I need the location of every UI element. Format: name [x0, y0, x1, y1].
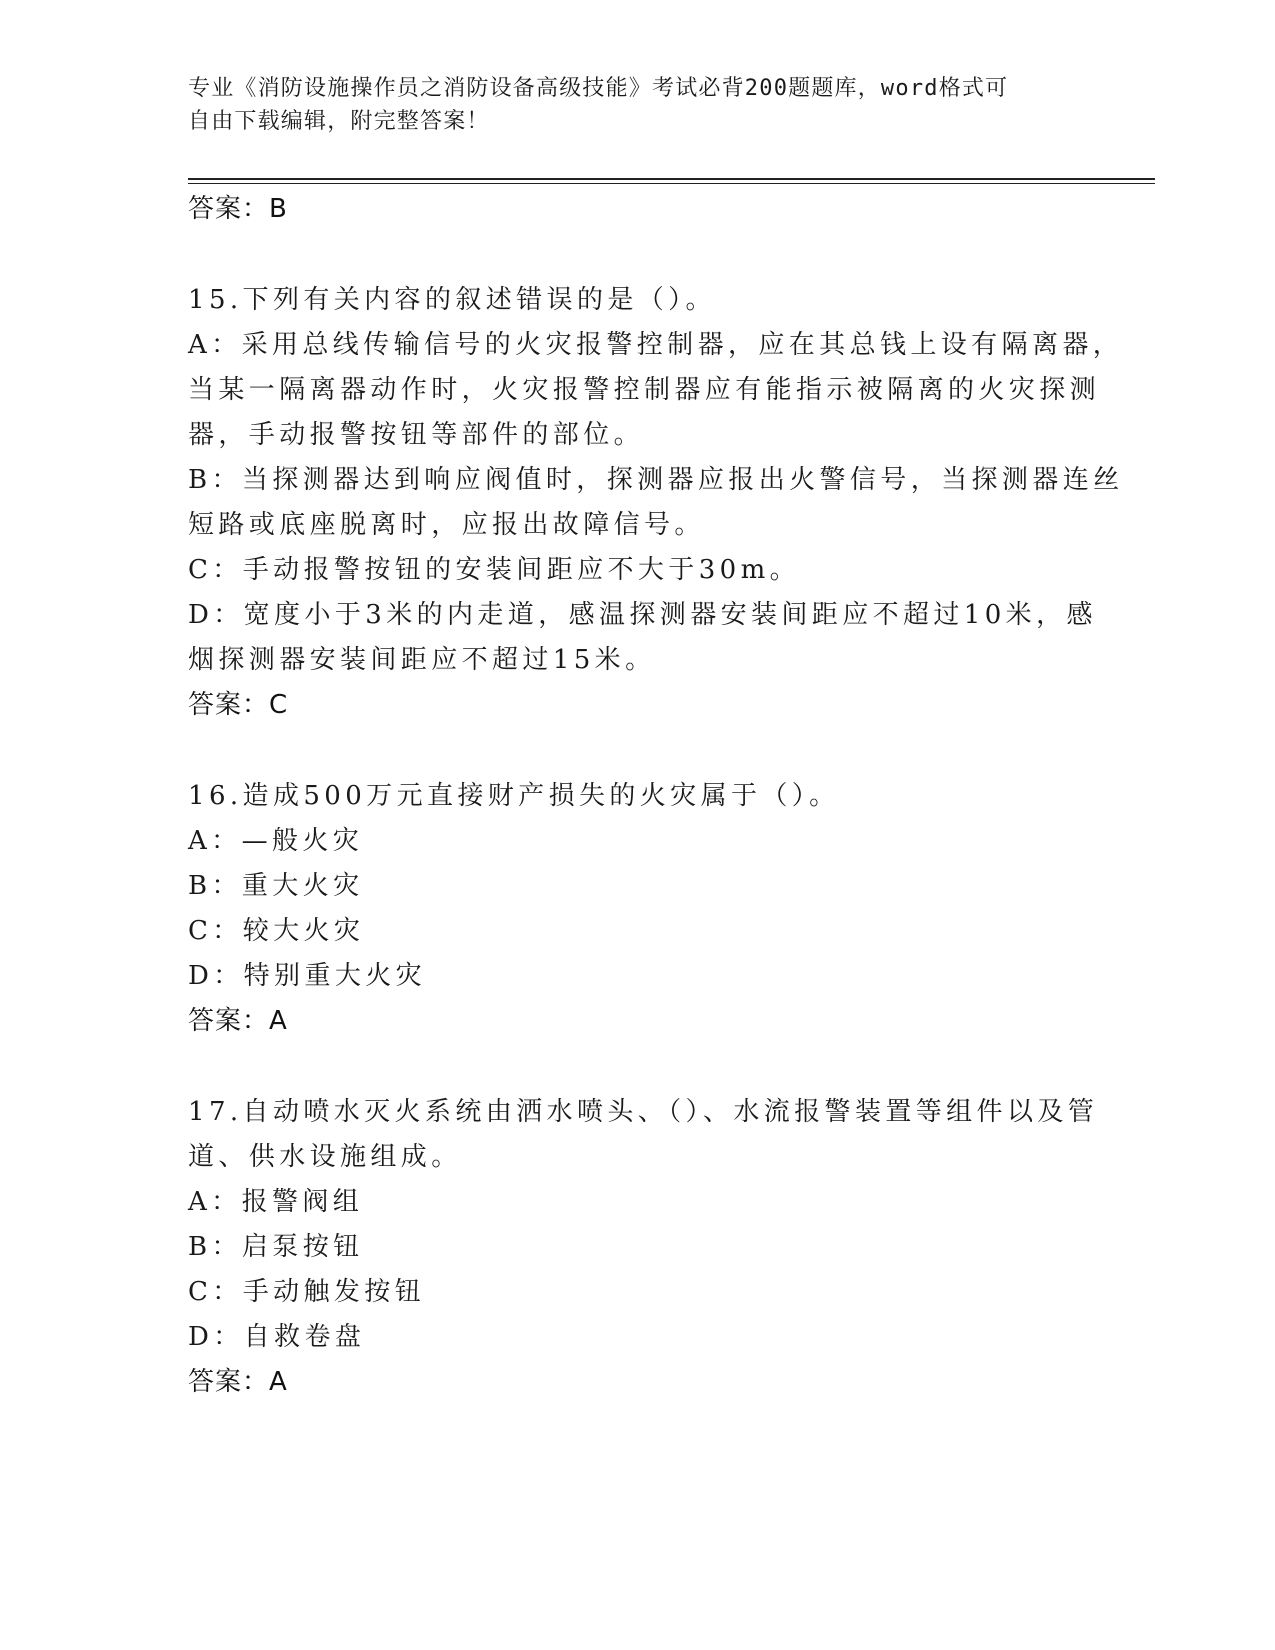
- option-text: 器，手动报警按钮等部件的部位。: [188, 420, 645, 450]
- option-text: C：手动报警按钮的安装间距应不大于30m。: [188, 555, 801, 585]
- question-text: 15.下列有关内容的叙述错误的是（）。: [188, 285, 716, 315]
- question-text: 17.自动喷水灭火系统由洒水喷头、（）、水流报警装置等组件以及管: [188, 1097, 1099, 1127]
- header-rule-thick: [188, 178, 1155, 180]
- header-line-1: 专业《消防设施操作员之消防设备高级技能》考试必背200题题库，word格式可: [188, 76, 1009, 101]
- option-text: B：当探测器达到响应阀值时，探测器应报出火警信号，当探测器连丝: [188, 465, 1124, 495]
- option-text: 烟探测器安装间距应不超过15米。: [188, 645, 656, 675]
- option-c: C：手动触发按钮: [188, 1277, 426, 1307]
- option-b: B：启泵按钮: [188, 1232, 364, 1262]
- answer-line: 答案：A: [188, 1006, 288, 1036]
- option-text: 当某一隔离器动作时，火灾报警控制器应有能指示被隔离的火灾探测: [188, 375, 1101, 405]
- option-d: [188, 593, 1097, 683]
- option-d: D：自救卷盘: [188, 1322, 366, 1352]
- question-text: 道、供水设施组成。: [188, 1142, 462, 1172]
- question-text: 16.造成500万元直接财产损失的火灾属于（）。: [188, 781, 840, 811]
- block-spacer: [188, 728, 1088, 774]
- document-body: [188, 187, 1124, 1405]
- option-c: C：较大火灾: [188, 916, 365, 946]
- answer-line: 答案：A: [188, 1367, 288, 1397]
- block-spacer: [188, 1044, 1088, 1090]
- page-header: [188, 72, 1088, 138]
- question-block-15: [188, 278, 1124, 728]
- option-a: A：报警阀组: [188, 1187, 364, 1217]
- question-block-16: [188, 774, 1088, 1044]
- answer-line: 答案：B: [188, 194, 288, 224]
- option-text: A：采用总线传输信号的火灾报警控制器，应在其总钱上设有隔离器，: [188, 330, 1124, 360]
- option-a: [188, 323, 1124, 458]
- option-text: D：宽度小于3米的内走道，感温探测器安装间距应不超过10米，感: [188, 600, 1097, 630]
- question-block-17: [188, 1090, 1099, 1405]
- header-rule-thin: [188, 183, 1155, 184]
- option-b: [188, 458, 1124, 548]
- option-b: B：重大火灾: [188, 871, 364, 901]
- option-text: 短路或底座脱离时，应报出故障信号。: [188, 510, 705, 540]
- answer-line: 答案：C: [188, 690, 289, 720]
- option-a: A：—般火灾: [188, 826, 364, 856]
- header-line-2: 自由下载编辑，附完整答案！: [188, 109, 490, 134]
- option-d: D：特别重大火灾: [188, 961, 427, 991]
- block-spacer: [188, 232, 1088, 278]
- option-c: [188, 548, 1088, 593]
